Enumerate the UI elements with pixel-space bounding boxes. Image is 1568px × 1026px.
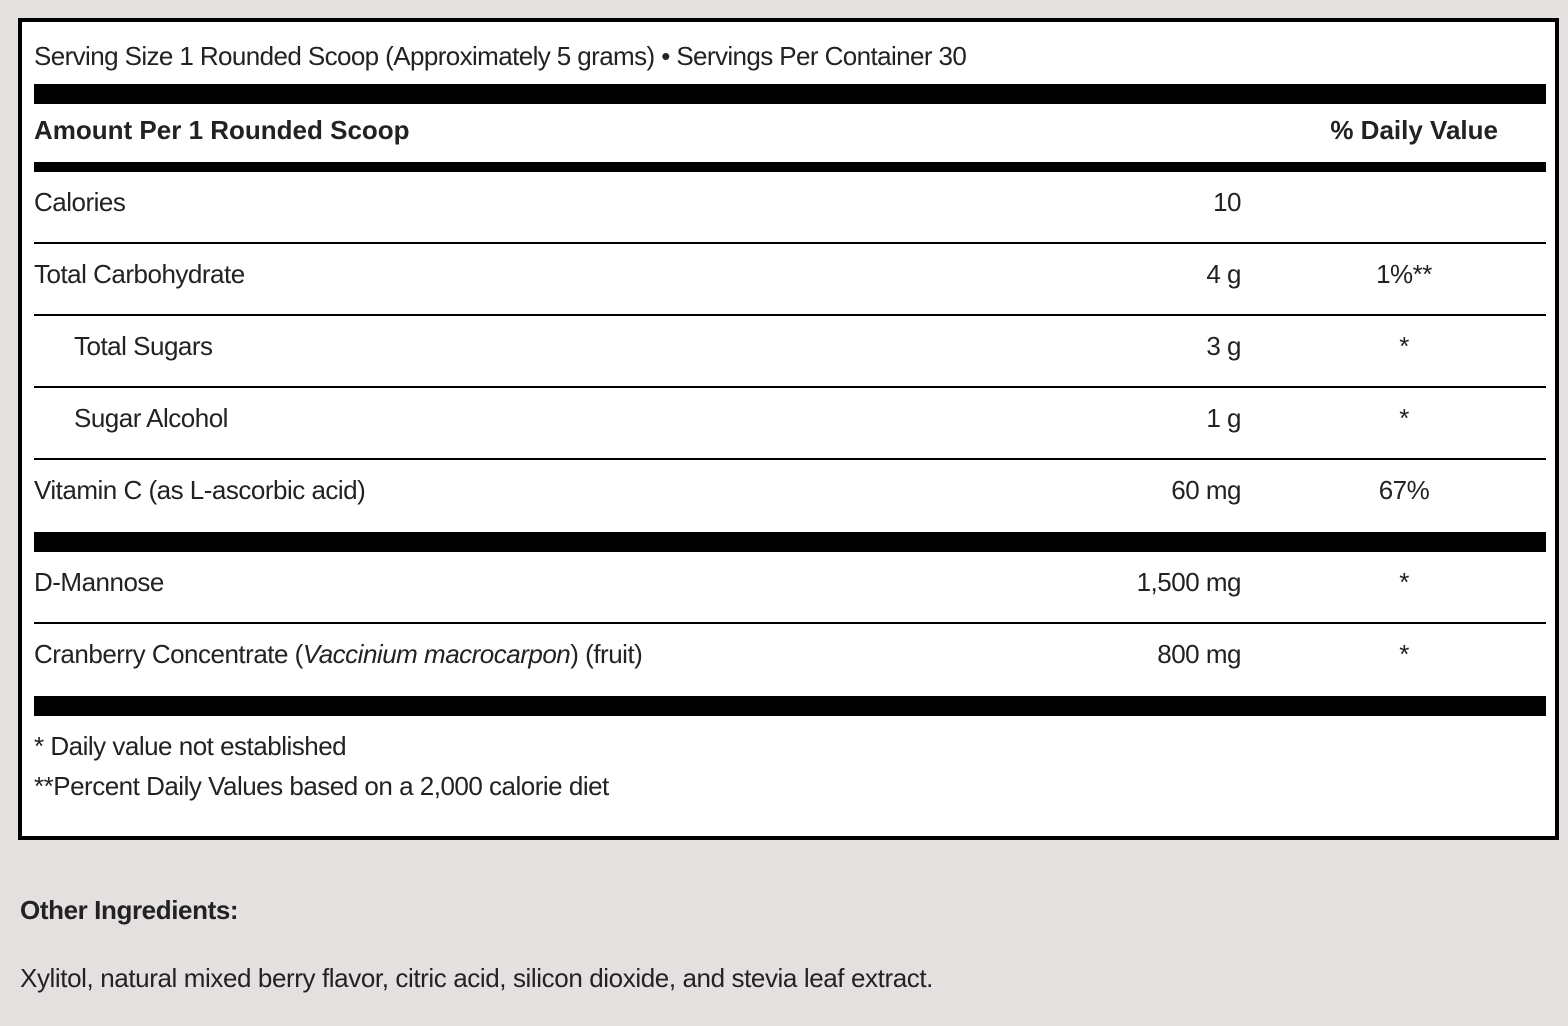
ingredient-daily-value: * — [1399, 567, 1409, 597]
ingredient-amount: 800 mg — [1157, 639, 1241, 669]
nutrient-row — [34, 254, 1546, 294]
footnote-percent-daily: **Percent Daily Values based on a 2,000 calorie diet — [34, 771, 609, 801]
nutrient-amount: 4 g — [1206, 259, 1241, 289]
row-divider — [34, 242, 1546, 244]
nutrient-daily-value: 1%** — [1376, 259, 1432, 289]
nutrient-name: Total Sugars — [74, 331, 213, 361]
ingredient-name — [34, 634, 642, 674]
amount-per-serving-header: Amount Per 1 Rounded Scoop — [34, 115, 410, 145]
ingredient-row — [34, 634, 1546, 674]
ingredient-amount: 1,500 mg — [1136, 567, 1241, 597]
ingredient-botanical-name: Vaccinium macrocarpon — [302, 639, 571, 669]
row-divider — [34, 458, 1546, 460]
nutrient-row — [34, 182, 1546, 222]
supplement-facts-panel — [18, 18, 1559, 840]
other-ingredients-text: Xylitol, natural mixed berry flavor, citric acid, silicon dioxide, and stevia leaf extract. — [20, 963, 934, 993]
footnote-daily-value: * Daily value not established — [34, 731, 347, 761]
row-divider — [34, 622, 1546, 624]
daily-value-header: % Daily Value — [1330, 115, 1498, 145]
row-divider — [34, 386, 1546, 388]
thick-divider — [34, 532, 1546, 552]
nutrient-amount: 3 g — [1206, 331, 1241, 361]
nutrient-row — [34, 326, 1546, 366]
nutrient-name: Calories — [34, 187, 126, 217]
ingredient-name-prefix: Cranberry Concentrate ( — [34, 639, 303, 669]
nutrient-amount: 10 — [1213, 187, 1241, 217]
row-divider — [34, 314, 1546, 316]
medium-divider — [34, 162, 1546, 172]
nutrient-amount: 60 mg — [1171, 475, 1241, 505]
nutrient-amount: 1 g — [1206, 403, 1241, 433]
nutrient-name: Sugar Alcohol — [74, 403, 228, 433]
nutrient-name: Total Carbohydrate — [34, 259, 245, 289]
thick-divider — [34, 84, 1546, 104]
nutrient-row — [34, 470, 1546, 510]
thick-divider — [34, 696, 1546, 716]
serving-info: Serving Size 1 Rounded Scoop (Approximately 5 grams) • Servings Per Container 30 — [34, 41, 967, 71]
ingredient-name-suffix: ) (fruit) — [570, 639, 643, 669]
ingredient-row — [34, 562, 1546, 602]
ingredient-name: D-Mannose — [34, 567, 164, 597]
ingredient-daily-value: * — [1399, 639, 1409, 669]
nutrient-daily-value: 67% — [1378, 475, 1430, 505]
nutrient-daily-value: * — [1399, 403, 1409, 433]
other-ingredients-title: Other Ingredients: — [20, 895, 239, 925]
nutrient-name: Vitamin C (as L-ascorbic acid) — [34, 475, 366, 505]
nutrient-daily-value: * — [1399, 331, 1409, 361]
nutrient-row — [34, 398, 1546, 438]
